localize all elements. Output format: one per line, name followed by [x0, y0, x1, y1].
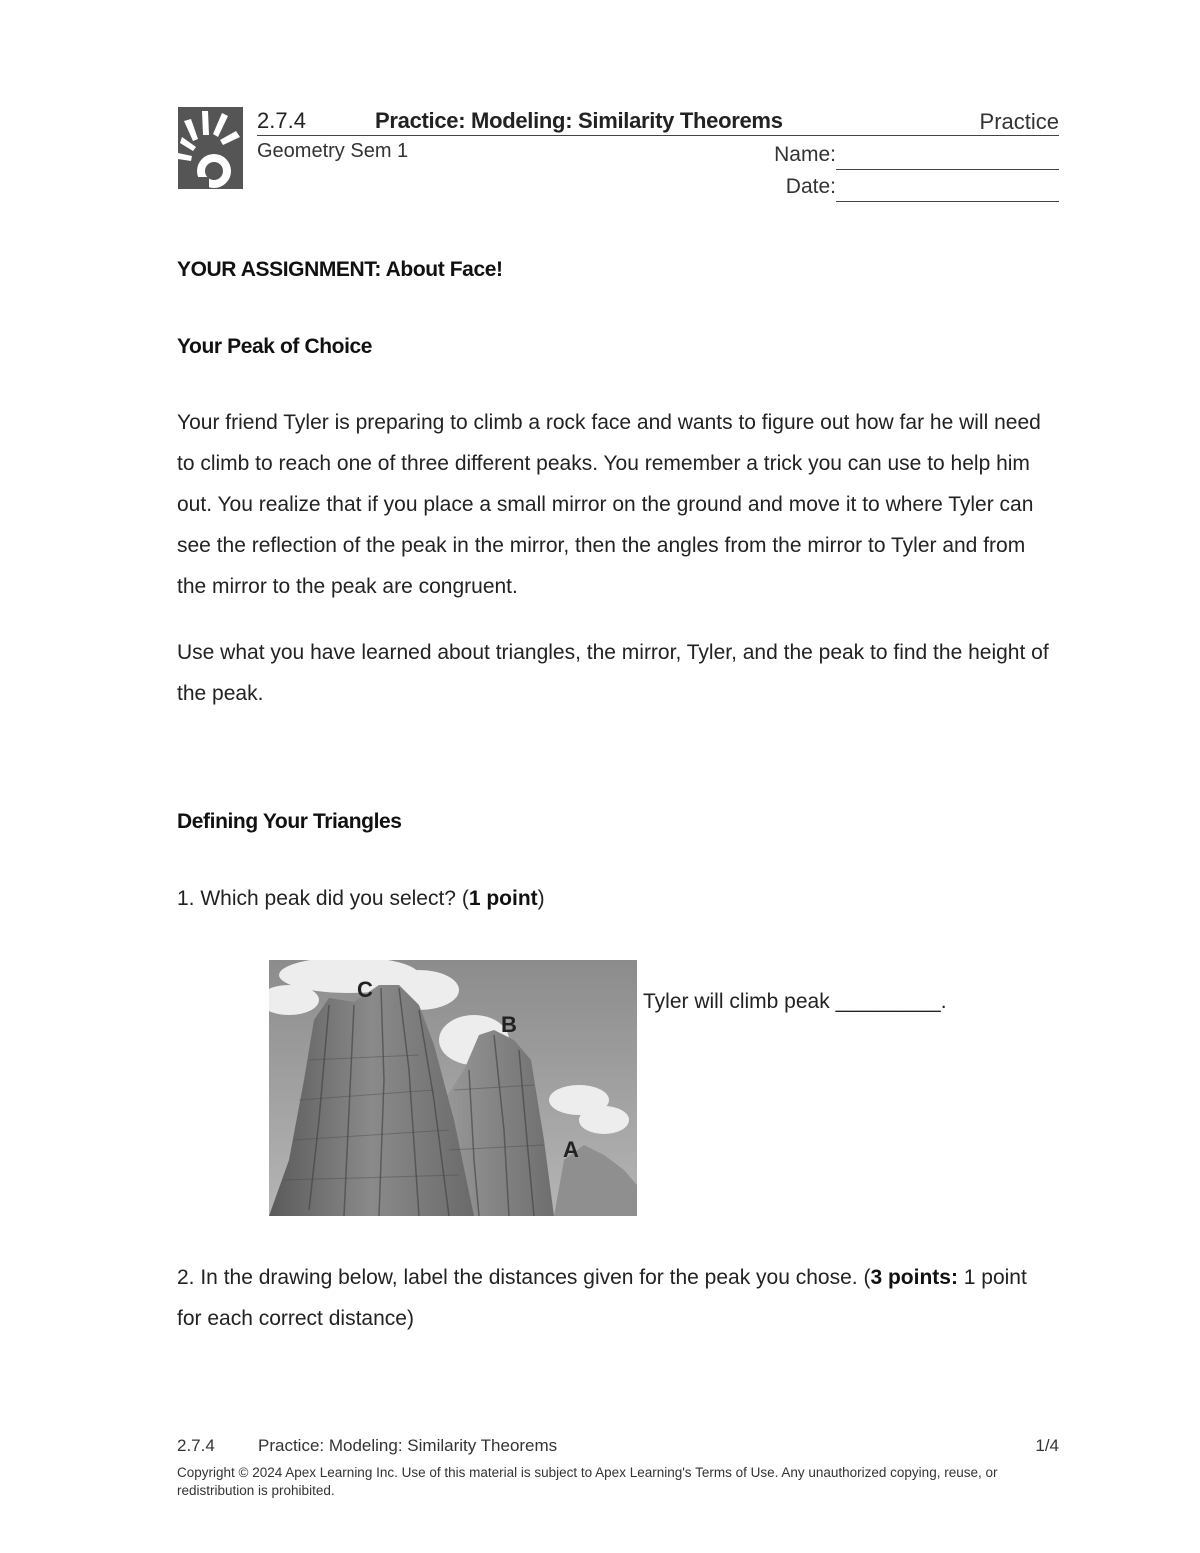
question-1-prompt-end: )	[537, 887, 545, 910]
question-2-prompt-end: 1 point for each correct distance)	[177, 1266, 1027, 1330]
caption-suffix: .	[940, 990, 947, 1013]
header-divider	[257, 135, 1059, 136]
question-2-points: 3 points:	[870, 1266, 958, 1289]
peak-selection-caption	[643, 990, 947, 1014]
intro-paragraph: Your friend Tyler is preparing to climb a rock face and wants to figure out how far he will need to climb to reach one of three different peaks. You remember a trick you can use to help him out. You realize that if you place a small mirror on the ground and move it to where Tyler can see the reflection of the peak in the mirror, then the angles from the mirror to Tyler and from the mirror to the peak are congruent.	[177, 411, 1041, 598]
activity-type: Practice	[979, 109, 1059, 134]
name-field-line[interactable]	[836, 169, 1059, 170]
question-1	[177, 878, 1057, 919]
footer-copyright: Copyright © 2024 Apex Learning Inc. Use of this material is subject to Apex Learning's Terms of Use. Any unauthorized copying, reuse, or redistribution is prohibited.	[177, 1465, 998, 1498]
date-field-line[interactable]	[836, 201, 1059, 202]
peak-label-a: A	[563, 1137, 579, 1162]
footer-page-number: 1/4	[1035, 1436, 1059, 1455]
caption-prefix: Tyler will climb peak	[643, 990, 836, 1013]
section-heading-peak-choice: Your Peak of Choice	[177, 335, 373, 358]
lesson-title: Practice: Modeling: Similarity Theorems	[375, 108, 783, 133]
footer-lesson-title: Practice: Modeling: Similarity Theorems	[258, 1436, 558, 1455]
name-label: Name:	[774, 143, 836, 166]
peak-label-b: B	[501, 1012, 517, 1037]
apex-logo	[178, 107, 243, 189]
instructions-paragraph: Use what you have learned about triangles, the mirror, Tyler, and the peak to find the height of the peak.	[177, 641, 1049, 705]
question-2-prompt: 2. In the drawing below, label the distances given for the peak you chose. (	[177, 1266, 871, 1289]
question-2	[177, 1257, 1057, 1339]
lesson-number: 2.7.4	[257, 108, 306, 133]
peak-answer-blank[interactable]: _________	[835, 990, 941, 1013]
footer-lesson-number: 2.7.4	[177, 1436, 215, 1455]
peak-label-c: C	[357, 977, 373, 1002]
rock-peaks-photo	[269, 960, 637, 1216]
date-label: Date:	[785, 175, 836, 198]
question-1-prompt: 1. Which peak did you select? (	[177, 887, 469, 910]
assignment-title: YOUR ASSIGNMENT: About Face!	[177, 258, 503, 281]
section-heading-triangles: Defining Your Triangles	[177, 810, 402, 833]
question-1-points: 1 point	[468, 887, 538, 910]
course-name: Geometry Sem 1	[257, 140, 409, 162]
